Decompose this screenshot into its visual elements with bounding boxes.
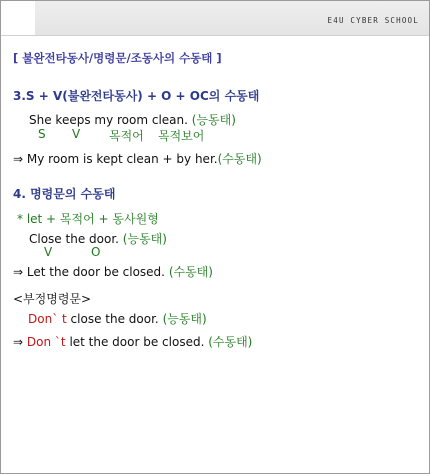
section4-result-text: Let the door be closed. <box>26 265 165 279</box>
section3-example-text: She keeps my room clean. <box>29 113 188 127</box>
negative-example <box>28 310 207 327</box>
section3-example-tag: (능동태) <box>191 113 236 127</box>
section4-rule: * let + 목적어 + 동사원형 <box>17 212 159 226</box>
negative-example-text: close the door. <box>70 312 159 326</box>
negative-result-tag: (수동태) <box>208 335 253 349</box>
arrow-icon: ⇒ <box>13 335 24 349</box>
section4-result-tag: (수동태) <box>168 265 213 279</box>
label-s: S <box>38 127 46 141</box>
section3-result-text: My room is kept clean + by her. <box>26 152 218 166</box>
section3-heading: 3.S + V(불완전타동사) + O + OC의 수동태 <box>13 89 260 103</box>
negative-result-text: let the door be closed. <box>69 335 205 349</box>
label-object: 목적어 <box>109 129 144 143</box>
negative-result <box>13 333 252 350</box>
section4-result <box>13 263 213 280</box>
section3-example <box>29 111 236 128</box>
negative-example-tag: (능동태) <box>162 312 207 326</box>
label-v: V <box>44 245 53 259</box>
section4-example-text: Close the door. <box>29 232 119 246</box>
negative-imperative-heading: <부정명령문> <box>13 292 92 306</box>
negative-example-prefix: Don` t <box>28 312 67 326</box>
section3-result <box>13 150 262 167</box>
arrow-icon: ⇒ <box>13 152 24 166</box>
header-bar <box>1 1 429 36</box>
label-v: V <box>72 127 81 141</box>
section3-result-tag: (수동태) <box>217 152 262 166</box>
section4-example-tag: (능동태) <box>122 232 167 246</box>
section4-heading: 4. 명령문의 수동태 <box>13 187 116 201</box>
page-title: [ 불완전타동사/명령문/조동사의 수동태 ] <box>13 51 222 65</box>
header-corner <box>1 1 35 35</box>
brand-label: E4U CYBER SCHOOL <box>327 16 419 25</box>
label-object-complement: 목적보어 <box>158 129 205 143</box>
arrow-icon: ⇒ <box>13 265 24 279</box>
label-o: O <box>91 245 101 259</box>
negative-result-prefix: Don `t <box>26 335 66 349</box>
